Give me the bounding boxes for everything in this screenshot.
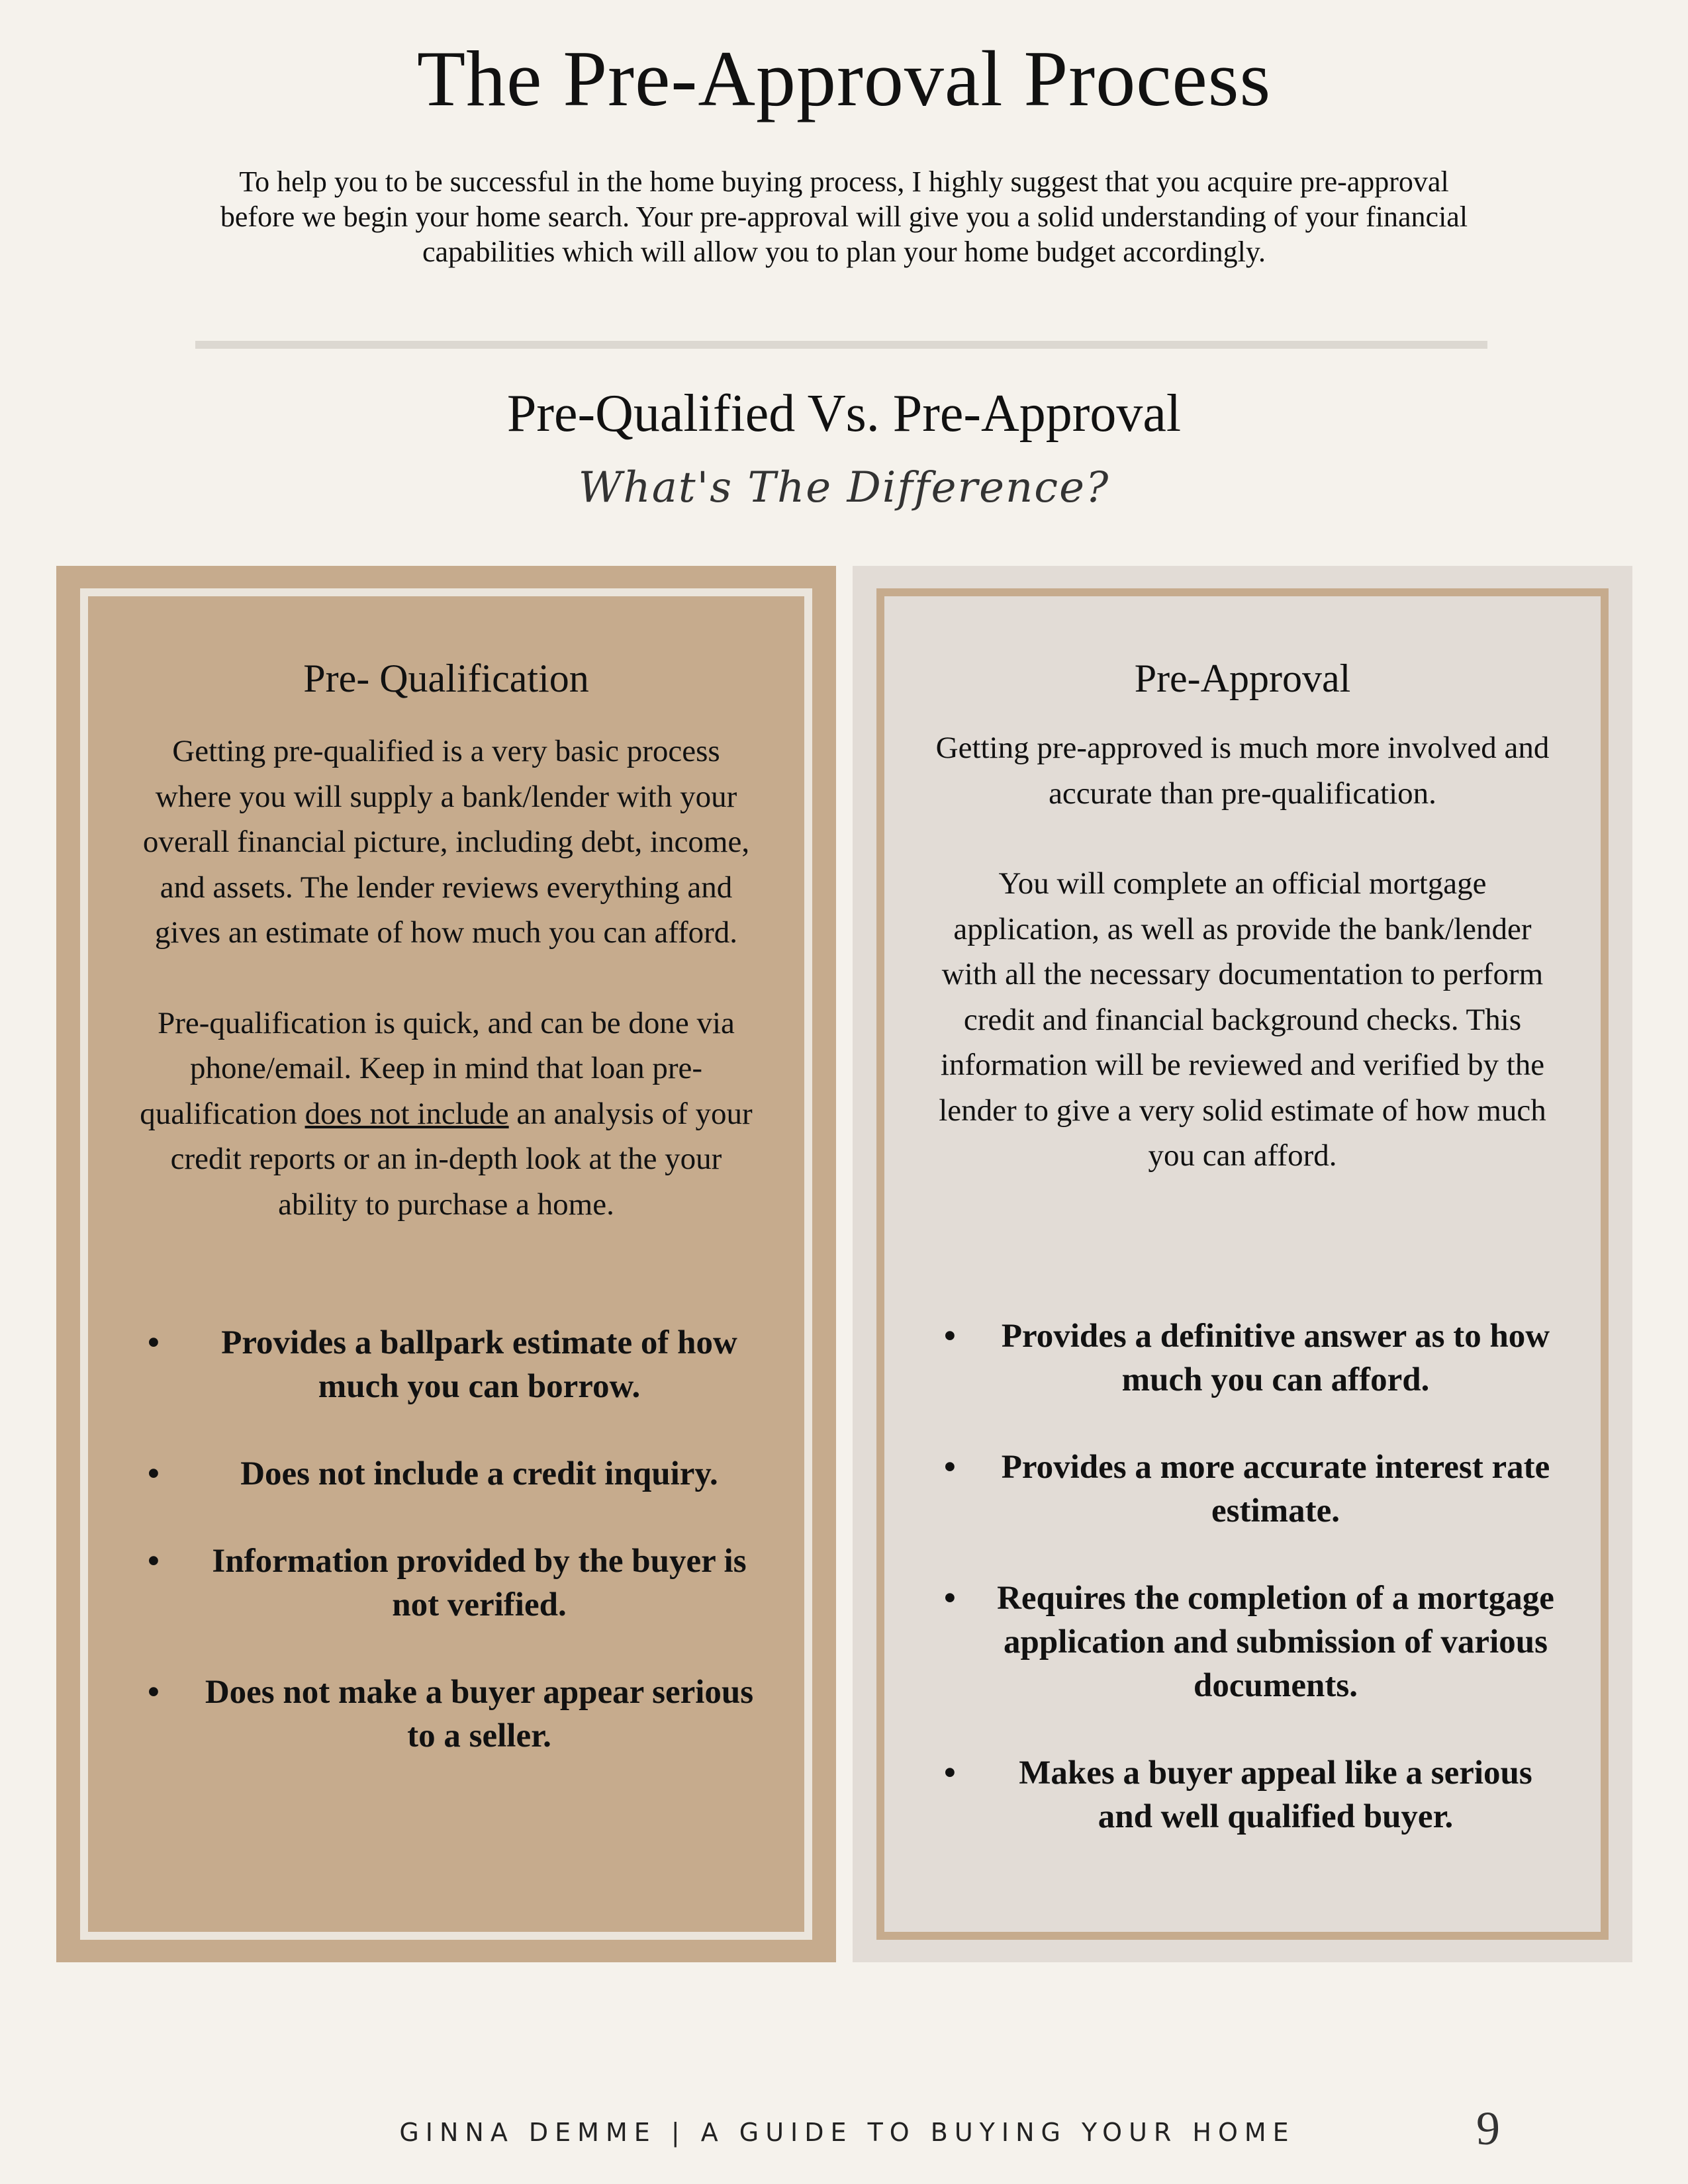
card-paragraph: Getting pre-qualified is a very basic process where you will supply a bank/lender with your overall financial picture, including debt, income, and assets. The lender reviews everything and gives an estimate of how much you can afford. (142, 734, 750, 950)
bullet-list (148, 1321, 765, 1801)
bullet-item: • Makes a buyer appeal like a serious and well qualified buyer. (944, 1751, 1561, 1839)
card-frame (876, 588, 1609, 1940)
bullet-item: • Information provided by the buyer is not verified. (148, 1539, 765, 1627)
card-body (931, 725, 1554, 1179)
page-title: The Pre-Approval Process (416, 34, 1272, 122)
pre-approval-card (853, 566, 1632, 1962)
bullet-item: • Does not include a credit inquiry. (148, 1452, 765, 1496)
pre-qualification-card (56, 566, 836, 1962)
intro-paragraph: To help you to be successful in the home buying process, I highly suggest that you acquire pre-approval before we begin your home search. Your pre-approval will give you a solid understanding of your financial capabilities which will allow you to plan your home budget accordingly. (220, 165, 1468, 268)
card-body (134, 729, 758, 1227)
card-title: Pre- Qualification (303, 657, 589, 700)
card-title: Pre-Approval (1134, 657, 1351, 700)
text-run: an analysis of your credit reports or an in-depth look at the your ability to purchase a home. (170, 1096, 753, 1222)
script-subheading: What's The Difference? (578, 463, 1110, 512)
bullet-list (944, 1314, 1561, 1882)
page-number: 9 (1476, 2102, 1500, 2155)
bullet-item: • Provides a ballpark estimate of how much you can borrow. (148, 1321, 765, 1408)
bullet-item: • Provides a definitive answer as to how much you can afford. (944, 1314, 1561, 1402)
card-frame (80, 588, 812, 1940)
bullet-item: • Requires the completion of a mortgage application and submission of various documents. (944, 1576, 1561, 1707)
card-paragraph (134, 1001, 758, 1228)
card-paragraph: Getting pre-approved is much more involved and accurate than pre-qualification. (935, 731, 1550, 811)
section-heading: Pre-Qualified Vs. Pre-Approval (506, 385, 1182, 443)
text-run: Pre-qualification is quick, and can be done via phone/email. Keep in mind that loan pre-qualification (140, 1005, 735, 1131)
underlined-text: does not include (305, 1096, 509, 1131)
bullet-item: • Provides a more accurate interest rate estimate. (944, 1445, 1561, 1533)
divider (195, 341, 1487, 349)
footer-text: GINNA DEMME | A GUIDE TO BUYING YOUR HOME (399, 2118, 1295, 2147)
card-paragraph: You will complete an official mortgage application, as well as provide the bank/lender with all the necessary documentation to perform credit and financial background checks. This information will be reviewed and verified by the lender to give a very solid estimate of how much you can afford. (939, 866, 1546, 1173)
bullet-item: • Does not make a buyer appear serious to a seller. (148, 1670, 765, 1758)
